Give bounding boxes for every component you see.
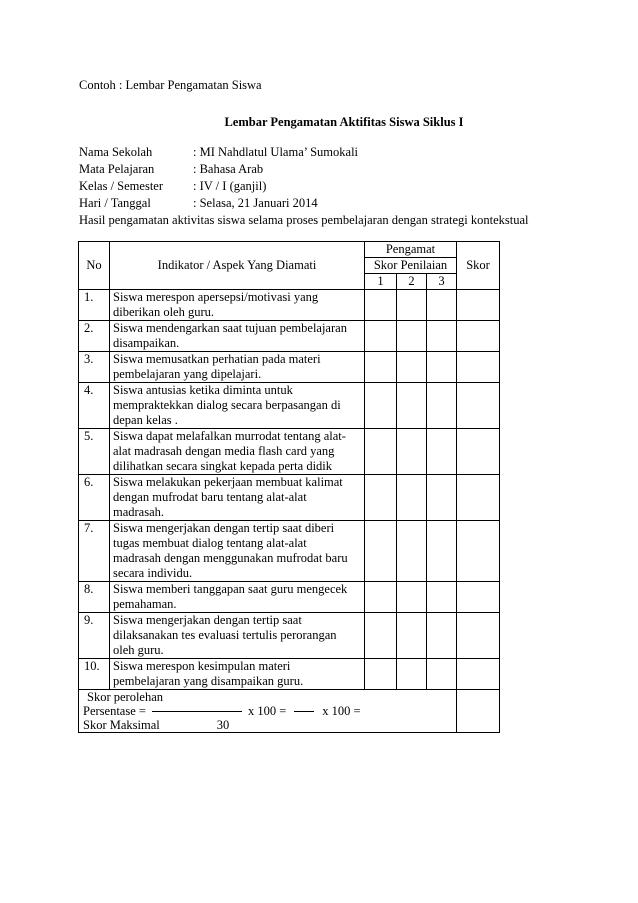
formula-denominator: Skor Maksimal	[83, 718, 160, 732]
header-score-group: Skor Penilaian	[365, 258, 457, 274]
score-cell[interactable]	[457, 321, 500, 352]
score-2-cell[interactable]	[397, 613, 427, 659]
formula-times-1: x 100 =	[247, 704, 287, 718]
row-indicator	[110, 290, 365, 321]
row-number: 8.	[79, 582, 110, 613]
score-2-cell[interactable]	[397, 521, 427, 582]
footer-score-cell	[457, 690, 500, 733]
indicator-line: madrasah.	[113, 505, 165, 519]
score-2-cell[interactable]	[397, 290, 427, 321]
score-1-cell[interactable]	[365, 582, 397, 613]
indicator-line: alat madrasah dengan media flash card yang	[113, 444, 335, 458]
footer-row	[79, 690, 500, 733]
formula-times-2: x 100 =	[322, 704, 361, 718]
info-value: : MI Nahdlatul Ulama’ Sumokali	[193, 145, 359, 159]
document-title: Lembar Pengamatan Aktifitas Siswa Siklus I	[224, 115, 464, 129]
table-row	[79, 582, 500, 613]
intro-text: Contoh : Lembar Pengamatan Siswa	[79, 78, 262, 92]
score-3-cell[interactable]	[427, 429, 457, 475]
indicator-line: madrasah dengan menggunakan mufrodat baru	[113, 551, 348, 565]
score-cell[interactable]	[457, 429, 500, 475]
row-indicator	[110, 659, 365, 690]
score-2-cell[interactable]	[397, 352, 427, 383]
table-row	[79, 659, 500, 690]
table-row	[79, 290, 500, 321]
indicator-line: Siswa melakukan pekerjaan membuat kalimat	[113, 475, 343, 489]
score-2-cell[interactable]	[397, 429, 427, 475]
score-3-cell[interactable]	[427, 290, 457, 321]
score-1-cell[interactable]	[365, 613, 397, 659]
table-row	[79, 429, 500, 475]
score-1-cell[interactable]	[365, 321, 397, 352]
score-1-cell[interactable]	[365, 475, 397, 521]
row-number: 3.	[79, 352, 110, 383]
indicator-line: Siswa mengerjakan dengan tertip saat	[113, 613, 302, 627]
table-row	[79, 383, 500, 429]
header-no: No	[79, 242, 110, 290]
row-number: 2.	[79, 321, 110, 352]
indicator-line: Siswa antusias ketika diminta untuk	[113, 383, 293, 397]
table-row	[79, 475, 500, 521]
row-indicator	[110, 521, 365, 582]
formula-line	[83, 704, 452, 718]
indicator-line: pemahaman.	[113, 597, 177, 611]
row-indicator	[110, 352, 365, 383]
score-3-cell[interactable]	[427, 613, 457, 659]
info-label: Hari / Tanggal	[79, 196, 151, 210]
indicator-line: pembelajaran yang dipelajari.	[113, 367, 262, 381]
percentage-formula	[79, 690, 457, 733]
observation-table	[78, 241, 500, 733]
score-1-cell[interactable]	[365, 352, 397, 383]
indicator-line: oleh guru.	[113, 643, 164, 657]
table-row	[79, 352, 500, 383]
indicator-line: dilaksanakan tes evaluasi tertulis perorangan	[113, 628, 337, 642]
score-1-cell[interactable]	[365, 290, 397, 321]
indicator-line: dilihatkan secara singkat kepada perta didik	[113, 459, 333, 473]
indicator-line: Siswa mendengarkan saat tujuan pembelajaran	[113, 321, 347, 335]
table-row	[79, 521, 500, 582]
indicator-line: dengan mufrodat baru tentang alat-alat	[113, 490, 307, 504]
header-score-2: 2	[397, 274, 427, 290]
indicator-line: Siswa mengerjakan dengan tertip saat diberi	[113, 521, 335, 535]
row-number: 10.	[79, 659, 110, 690]
indicator-line: Siswa memberi tanggapan saat guru mengecek	[113, 582, 348, 596]
table-row	[79, 321, 500, 352]
score-cell[interactable]	[457, 613, 500, 659]
formula-denominator-line	[83, 718, 452, 732]
score-cell[interactable]	[457, 352, 500, 383]
row-number: 4.	[79, 383, 110, 429]
indicator-line: Siswa memusatkan perhatian pada materi	[113, 352, 321, 366]
fraction-bar-short	[294, 711, 314, 712]
fraction-bar	[152, 711, 242, 712]
indicator-line: mempraktekkan dialog secara berpasangan di	[113, 398, 341, 412]
score-cell[interactable]	[457, 582, 500, 613]
formula-label: Persentase =	[83, 704, 146, 718]
header-observer: Pengamat	[365, 242, 457, 258]
score-2-cell[interactable]	[397, 321, 427, 352]
info-label: Kelas / Semester	[79, 179, 164, 193]
row-number: 1.	[79, 290, 110, 321]
indicator-line: tugas membuat dialog tentang alat-alat	[113, 536, 307, 550]
score-3-cell[interactable]	[427, 383, 457, 429]
info-value: : Selasa, 21 Januari 2014	[193, 196, 318, 210]
table-row	[79, 613, 500, 659]
row-number: 6.	[79, 475, 110, 521]
indicator-line: Siswa merespon kesimpulan materi	[113, 659, 291, 673]
info-label: Nama Sekolah	[79, 145, 153, 159]
score-3-cell[interactable]	[427, 659, 457, 690]
table-header-row	[79, 242, 500, 258]
info-value: : IV / I (ganjil)	[193, 179, 267, 193]
info-value: : Bahasa Arab	[193, 162, 264, 176]
row-indicator	[110, 321, 365, 352]
score-2-cell[interactable]	[397, 659, 427, 690]
score-cell[interactable]	[457, 521, 500, 582]
score-3-cell[interactable]	[427, 321, 457, 352]
row-indicator	[110, 383, 365, 429]
score-1-cell[interactable]	[365, 521, 397, 582]
row-number: 5.	[79, 429, 110, 475]
table-body	[79, 290, 500, 690]
indicator-line: Siswa merespon apersepsi/motivasi yang	[113, 290, 319, 304]
score-1-cell[interactable]	[365, 383, 397, 429]
indicator-line: diberikan oleh guru.	[113, 305, 215, 319]
row-number: 7.	[79, 521, 110, 582]
score-3-cell[interactable]	[427, 352, 457, 383]
info-label: Mata Pelajaran	[79, 162, 155, 176]
row-indicator	[110, 613, 365, 659]
formula-max: 30	[216, 718, 230, 732]
indicator-line: Siswa dapat melafalkan murrodat tentang alat-	[113, 429, 346, 443]
summary-text: Hasil pengamatan aktivitas siswa selama proses pembelajaran dengan strategi kontekstual	[79, 213, 529, 227]
score-2-cell[interactable]	[397, 475, 427, 521]
score-2-cell[interactable]	[397, 383, 427, 429]
score-3-cell[interactable]	[427, 582, 457, 613]
indicator-line: pembelajaran yang disampaikan guru.	[113, 674, 304, 688]
header-score: Skor	[457, 242, 500, 290]
score-cell[interactable]	[457, 475, 500, 521]
score-1-cell[interactable]	[365, 659, 397, 690]
indicator-line: depan kelas .	[113, 413, 178, 427]
score-cell[interactable]	[457, 659, 500, 690]
row-indicator	[110, 429, 365, 475]
score-2-cell[interactable]	[397, 582, 427, 613]
indicator-line: disampaikan.	[113, 336, 180, 350]
indicator-line: secara individu.	[113, 566, 193, 580]
row-indicator	[110, 475, 365, 521]
score-cell[interactable]	[457, 383, 500, 429]
score-cell[interactable]	[457, 290, 500, 321]
row-number: 9.	[79, 613, 110, 659]
header-indicator: Indikator / Aspek Yang Diamati	[110, 242, 365, 290]
row-indicator	[110, 582, 365, 613]
formula-numerator: Skor perolehan	[87, 690, 164, 704]
score-3-cell[interactable]	[427, 475, 457, 521]
score-1-cell[interactable]	[365, 429, 397, 475]
header-score-3: 3	[427, 274, 457, 290]
header-score-1: 1	[365, 274, 397, 290]
score-3-cell[interactable]	[427, 521, 457, 582]
